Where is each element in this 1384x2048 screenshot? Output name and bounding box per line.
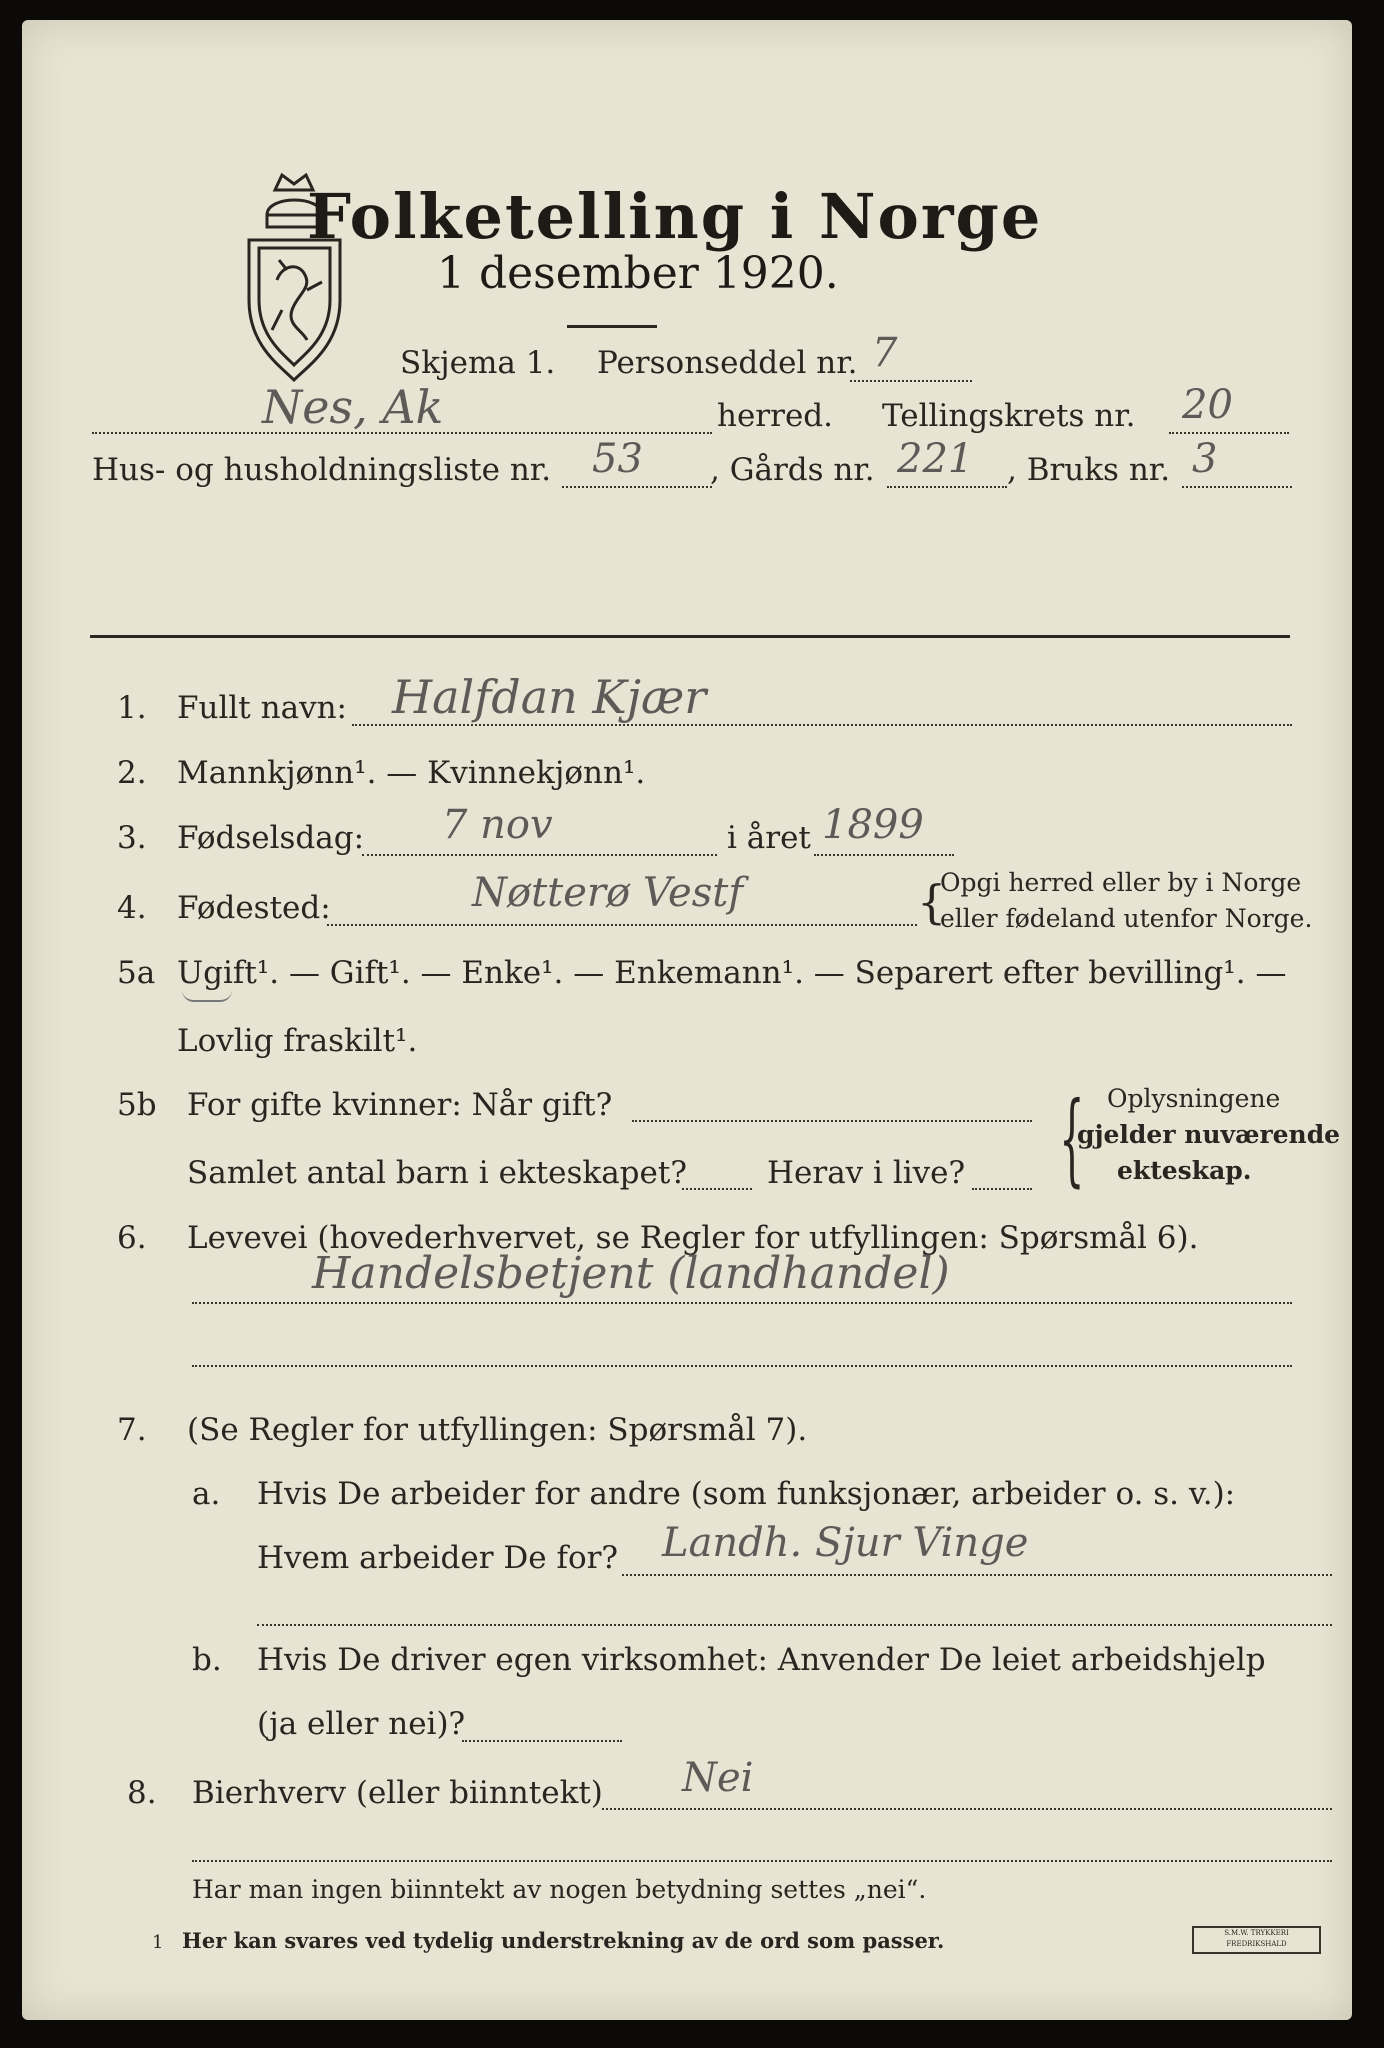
printer-stamp: S.M.W. TRYKKERI FREDRIKSHALD [1192, 1926, 1321, 1954]
personseddel-label: Personseddel nr. [597, 345, 858, 381]
q7-number: 7. [117, 1412, 147, 1448]
q8-number: 8. [127, 1775, 157, 1811]
q1-label: Fullt navn: [177, 690, 347, 726]
q7a-extra-line [257, 1624, 1332, 1626]
q7-label: (Se Regler for utfyllingen: Spørsmål 7). [187, 1412, 808, 1448]
q6-number: 6. [117, 1220, 147, 1256]
personseddel-line [850, 380, 972, 382]
q3-line [362, 854, 717, 856]
q5a-line1: Ugift¹. — Gift¹. — Enke¹. — Enkemann¹. — Separert efter bevilling¹. — [177, 955, 1287, 991]
q7b-letter: b. [192, 1642, 222, 1678]
q5b-line2a: Samlet antal barn i ekteskapet? [187, 1155, 687, 1191]
q7a-line2: Hvem arbeider De for? [257, 1540, 619, 1576]
q3-year-value: 1899 [822, 802, 924, 848]
q3-year-label: i året [727, 820, 811, 856]
q2-number: 2. [117, 755, 147, 791]
q7a-line [622, 1574, 1332, 1576]
q4-note-line1: Opgi herred eller by i Norge [940, 868, 1302, 897]
q6-line2 [192, 1365, 1292, 1367]
gards-line [887, 486, 1007, 488]
q2-label: Mannkjønn¹. — Kvinnekjønn¹. [177, 755, 646, 791]
q8-extra-line [192, 1860, 1332, 1862]
census-date: 1 desember 1920. [437, 248, 839, 299]
ugift-underline [182, 990, 232, 1002]
q3-year-line [814, 854, 954, 856]
q7b-line [462, 1740, 622, 1742]
footnote-text: Her kan svares ved tydelig understrekning av de ord som passer. [182, 1928, 945, 1953]
herred-label: herred. [717, 398, 833, 434]
q1-number: 1. [117, 690, 147, 726]
census-form-sheet [22, 20, 1352, 2020]
bruks-value: 3 [1192, 436, 1218, 482]
q5a-number: 5a [117, 955, 156, 991]
tellingskrets-label: Tellingskrets nr. [882, 398, 1136, 434]
q5b-alive-line [972, 1188, 1032, 1190]
q7a-letter: a. [192, 1476, 221, 1512]
q3-label: Fødselsdag: [177, 820, 365, 856]
q8-value: Nei [682, 1755, 754, 1801]
q7b-line1: Hvis De driver egen virksomhet: Anvender De leiet arbeidshjelp [257, 1642, 1266, 1678]
q5b-line1: For gifte kvinner: Når gift? [187, 1087, 613, 1123]
q7b-line2: (ja eller nei)? [257, 1706, 466, 1742]
hus-label: Hus- og husholdningsliste nr. [92, 452, 552, 488]
q5b-brace: { [1059, 1080, 1085, 1197]
q8-label: Bierhverv (eller biinntekt) [192, 1775, 603, 1811]
q3-number: 3. [117, 820, 147, 856]
q4-label: Fødested: [177, 890, 331, 926]
q4-value: Nøtterø Vestf [472, 870, 744, 916]
gards-label: , Gårds nr. [710, 452, 875, 488]
hus-line [562, 486, 712, 488]
gards-value: 221 [897, 436, 974, 482]
q5b-line2b: Herav i live? [767, 1155, 966, 1191]
bruks-label: , Bruks nr. [1007, 452, 1171, 488]
q1-line [352, 724, 1292, 726]
tellingskrets-value: 20 [1182, 382, 1233, 428]
q1-value: Halfdan Kjær [392, 670, 707, 724]
skjema-label: Skjema 1. [400, 345, 556, 381]
personseddel-value: 7 [872, 330, 898, 376]
q4-note-line2: eller fødeland utenfor Norge. [940, 904, 1313, 933]
herred-value: Nes, Ak [262, 380, 444, 434]
q4-brace: { [917, 875, 947, 929]
q5b-note-line1: Oplysningene [1107, 1084, 1281, 1113]
footer-note: Har man ingen biinntekt av nogen betydning settes „nei“. [192, 1875, 927, 1904]
header-rule [90, 635, 1290, 638]
title-divider [567, 325, 657, 328]
q3-value: 7 nov [442, 802, 553, 848]
q5b-number: 5b [117, 1087, 157, 1123]
tellingskrets-line [1169, 432, 1289, 434]
bruks-line [1182, 486, 1292, 488]
footnote-number: 1 [152, 1932, 164, 1953]
q6-value: Handelsbetjent (landhandel) [312, 1248, 950, 1299]
hus-value: 53 [592, 436, 643, 482]
q5a-line2: Lovlig fraskilt¹. [177, 1023, 418, 1059]
q6-line1 [192, 1302, 1292, 1304]
form-title: Folketelling i Norge [307, 180, 1043, 253]
q7a-value: Landh. Sjur Vinge [662, 1520, 1029, 1566]
q5b-note-line2: gjelder nuværende [1077, 1120, 1341, 1149]
q6-label: Levevei (hovederhvervet, se Regler for utfyllingen: Spørsmål 6). [187, 1220, 1199, 1256]
q5b-married-line [632, 1120, 1032, 1122]
q7a-line1: Hvis De arbeider for andre (som funksjonær, arbeider o. s. v.): [257, 1476, 1236, 1512]
q4-number: 4. [117, 890, 147, 926]
q5b-children-line [682, 1188, 752, 1190]
q8-line [602, 1808, 1332, 1810]
q4-line [327, 924, 917, 926]
q5b-note-line3: ekteskap. [1117, 1156, 1252, 1185]
